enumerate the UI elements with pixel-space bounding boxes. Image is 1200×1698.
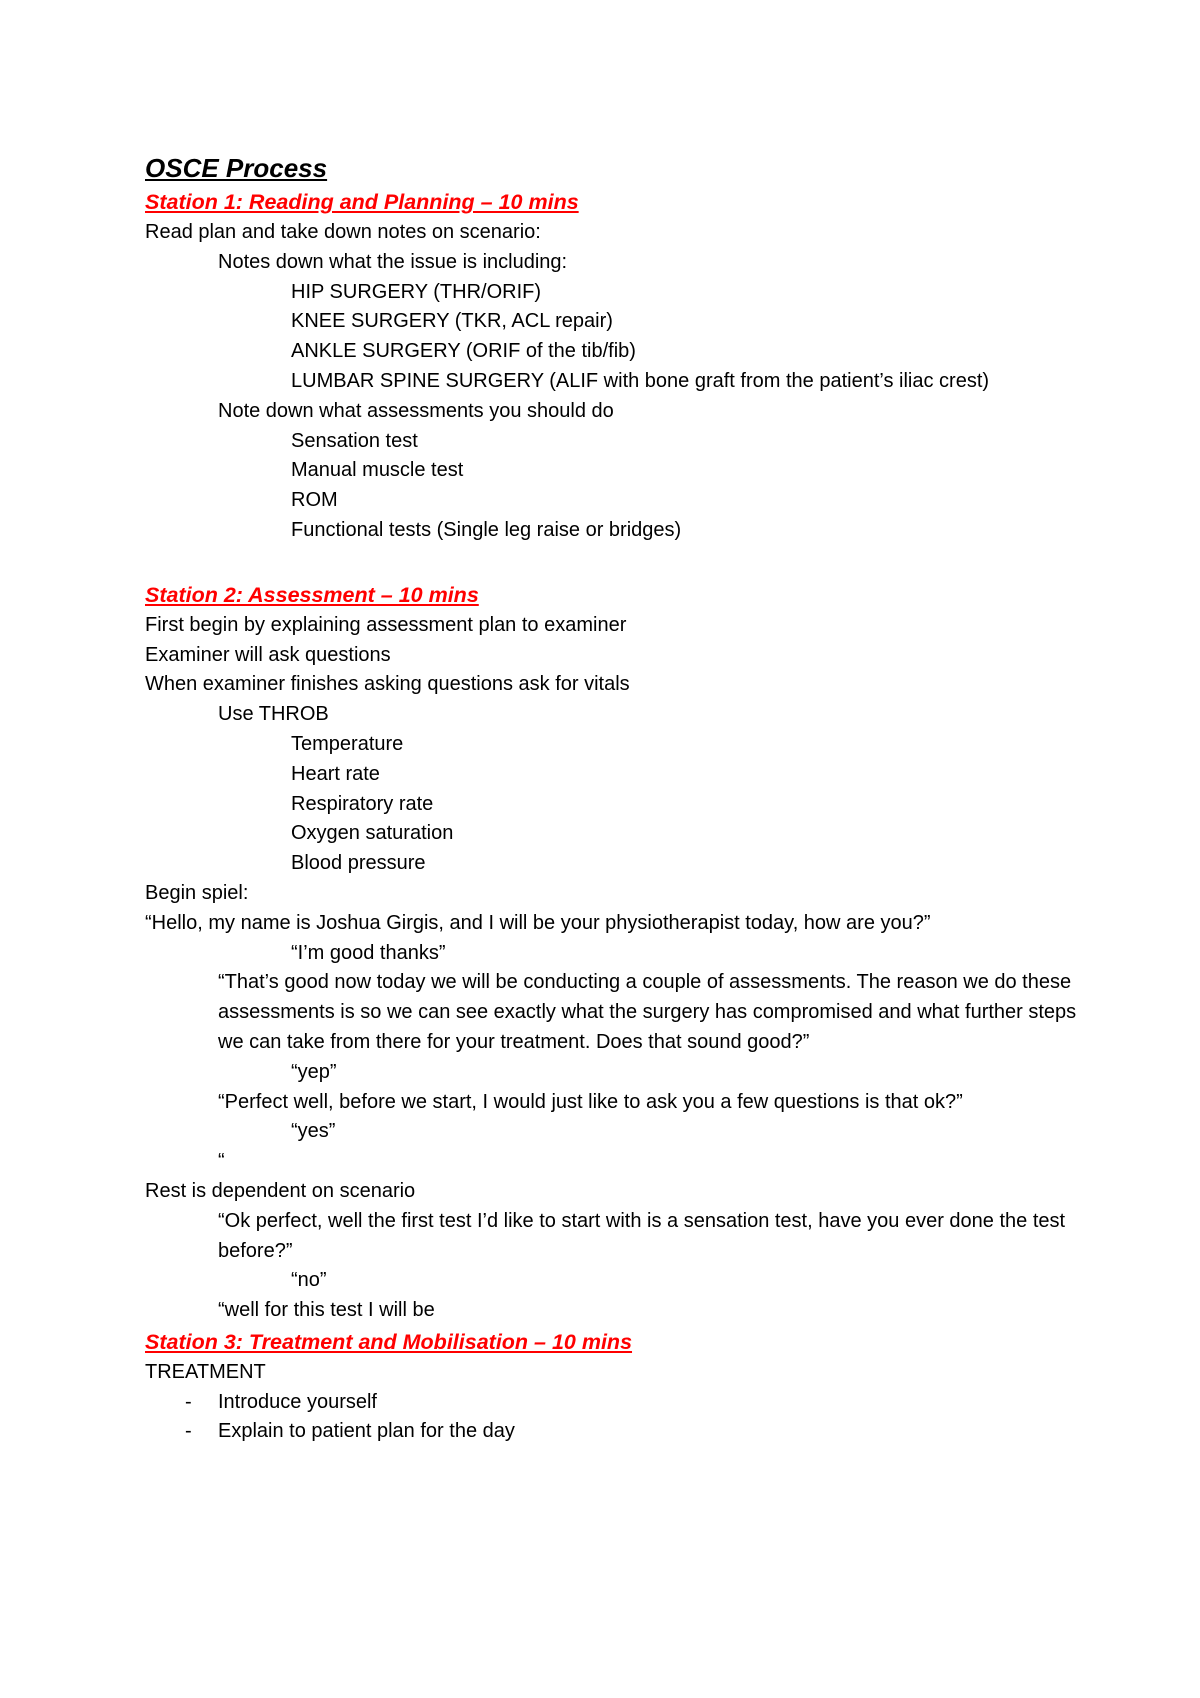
vital-item: Heart rate — [291, 762, 380, 785]
document-body — [145, 150, 1085, 1447]
station-1-issue-label: Notes down what the issue is including: — [218, 250, 568, 273]
list-item — [145, 1417, 1085, 1447]
station-1-intro: Read plan and take down notes on scenario: — [145, 221, 541, 243]
patient-reply: “yes” — [291, 1120, 336, 1143]
patient-reply: “yep” — [291, 1060, 337, 1083]
issue-item: KNEE SURGERY (TKR, ACL repair) — [291, 310, 613, 333]
vital-item: Oxygen saturation — [291, 822, 454, 845]
document-title: OSCE Process — [145, 153, 328, 183]
list-item — [145, 1388, 1085, 1418]
throb-label: Use THROB — [218, 703, 329, 726]
station-1-assess-label: Note down what assessments you should do — [218, 399, 614, 422]
station-2-line: Examiner will ask questions — [145, 643, 391, 666]
spiel-line: “Ok perfect, well the first test I’d like to start with is a sensation test, have you ever done the test before?” — [218, 1209, 1066, 1262]
list-item-text: Introduce yourself — [218, 1390, 377, 1413]
rest-label: Rest is dependent on scenario — [145, 1179, 416, 1202]
spiel-line: “Hello, my name is Joshua Girgis, and I will be your physiotherapist today, how are you?” — [145, 911, 931, 934]
patient-reply: “no” — [291, 1269, 327, 1292]
issue-item: ANKLE SURGERY (ORIF of the tib/fib) — [291, 340, 636, 363]
spiel-line: “That’s good now today we will be conducting a couple of assessments. The reason we do these assessments is so we can see exactly what the surgery has compromised and what further steps we can take from there for your treatment. Does that sound good?” — [218, 971, 1077, 1053]
station-3-heading: Station 3: Treatment and Mobilisation – 10 mins — [145, 1329, 633, 1354]
assessment-item: Sensation test — [291, 429, 418, 452]
section-gap — [145, 546, 1085, 579]
assessment-item: Functional tests (Single leg raise or bridges) — [291, 518, 682, 541]
vital-item: Respiratory rate — [291, 792, 434, 815]
station-2-heading: Station 2: Assessment – 10 mins — [145, 582, 479, 607]
spiel-label: Begin spiel: — [145, 881, 249, 904]
patient-reply: “I’m good thanks” — [291, 941, 446, 964]
bullet-dash: - — [185, 1390, 192, 1413]
open-quote: “ — [218, 1150, 225, 1173]
issue-item: HIP SURGERY (THR/ORIF) — [291, 280, 542, 303]
station-1-heading: Station 1: Reading and Planning – 10 mins — [145, 190, 579, 214]
station-2-line: First begin by explaining assessment plan to examiner — [145, 613, 627, 636]
bullet-dash: - — [185, 1420, 192, 1443]
station-2-line: When examiner finishes asking questions ask for vitals — [145, 673, 630, 696]
spiel-line: “Perfect well, before we start, I would just like to ask you a few questions is that ok?” — [218, 1090, 963, 1113]
vital-item: Blood pressure — [291, 852, 426, 875]
treatment-label: TREATMENT — [145, 1360, 266, 1383]
assessment-item: Manual muscle test — [291, 459, 464, 482]
issue-item: LUMBAR SPINE SURGERY (ALIF with bone graft from the patient’s iliac crest) — [291, 369, 990, 392]
list-item-text: Explain to patient plan for the day — [218, 1420, 515, 1443]
vital-item: Temperature — [291, 732, 404, 755]
assessment-item: ROM — [291, 489, 338, 512]
spiel-line: “well for this test I will be — [218, 1299, 435, 1322]
